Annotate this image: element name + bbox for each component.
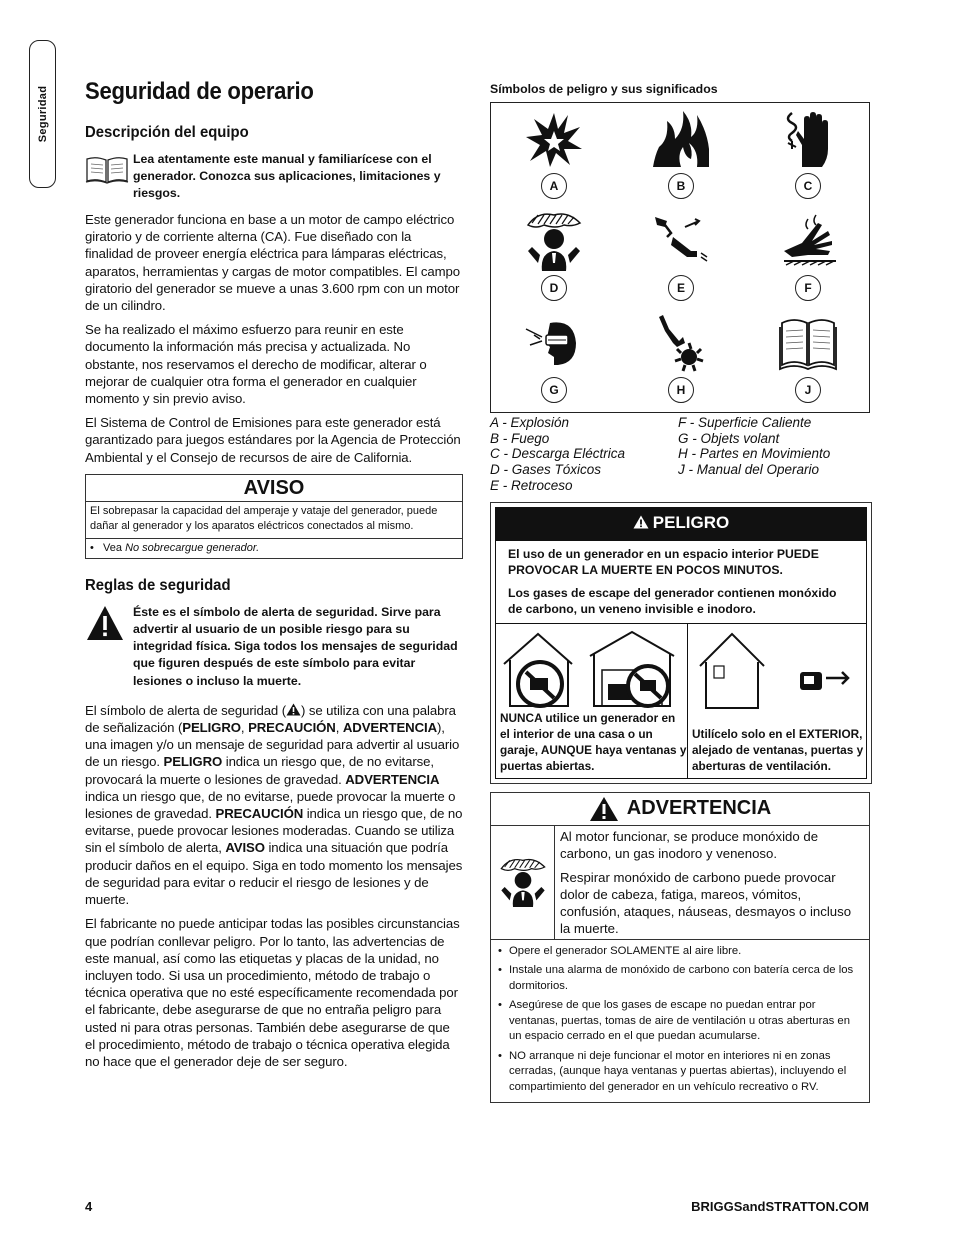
symbol-letter: B [668,173,694,199]
hot-surface-icon [778,211,838,271]
aviso-heading: AVISO [86,475,462,502]
side-tab [29,40,56,188]
safety-alert-notice [85,604,463,690]
list-item: • NO arranque ni deje funcionar el motor en interiores ni en zonas cerradas, (aunque haya ventanas y puertas abiertas), incluyendo el compartimiento del generador en un vehículo recreativo o RV. [496,1049,864,1096]
fire-icon [651,109,711,169]
outdoor-only-panel [688,624,866,778]
aviso-body: El sobrepasar la capacidad del amperaje y vataje del generador, puede dañar al generador y los aparatos eléctricos conectados al mismo. [86,502,462,539]
peligro-illustrations [496,623,866,778]
symbol-moving-parts [618,307,744,409]
symbol-letter: G [541,377,567,403]
symbol-letter: E [668,275,694,301]
symbol-hot-surface [745,205,871,307]
alert-icon [633,515,649,529]
page-title: Seguridad de operario [85,78,314,105]
symbols-title: Símbolos de peligro y sus significados [490,82,718,96]
peligro-heading: PELIGRO [496,508,866,541]
symbol-fire [618,103,744,205]
paragraph-manufacturer: El fabricante no puede anticipar todas las posibles circunstancias que podrían conllevar peligro. Por lo tanto, las advertencias de este manual, así como las etiquetas y placas de la unidad, no incluyen todo. Si usa un procedimiento, método de trabajo o técnica operativa que no esté específicamente recomendada por el fabricante, debe asegurarse de que no entraña peligro para usted ni para otras personas. También debe asegurarse de que el procedimiento, método de trabajo o técnica operativa elegida no hace que el generador deje de ser seguro. [85,916,460,1069]
safety-alert-text: Éste es el símbolo de alerta de seguridad. Sirve para advertir al usuario de un posible riesgo para su integridad física. Siga todos los mensajes de seguridad que figuren después de este símbolo para evitar lesiones o incluso la muerte. [133,604,458,688]
indoor-prohibited-panel [496,624,688,778]
footer-website: BRIGGSandSTRATTON.COM [691,1199,869,1214]
paragraph-accuracy: Se ha realizado el máximo esfuerzo para reunir en este documento la información más precisa y actualizada. No obstante, nos reservamos el derecho de modificar, alterar o mejorar de cualquier otra forma el generador en cualquier momento y sin previo aviso. [85,322,427,407]
symbols-legend [490,415,870,494]
moving-parts-icon [651,313,711,373]
section-heading-equipment: Descripción del equipo [85,124,249,141]
open-book-icon [85,155,129,185]
advertencia-paragraph-1: Al motor funcionar, se produce monóxido de carbono, un gas inodoro y venenoso. [560,828,819,861]
peligro-line-2: Los gases de escape del generador contienen monóxido de carbono, un veneno invisible e inodoro. [508,585,837,616]
aviso-box [85,474,463,559]
legend-column-1: A - Explosión B - Fuego C - Descarga Eléctrica D - Gases Tóxicos E - Retroceso [490,415,626,493]
advertencia-paragraph-2: Respirar monóxido de carbono puede provocar dolor de cabeza, fatiga, mareos, vómitos, confusión, ataques, náuseas, desmayos o incluso la muerte. [560,869,852,936]
symbol-kickback [618,205,744,307]
right-column [490,82,870,1103]
inline-alert-icon [286,703,301,716]
list-item: • Opere el generador SOLAMENTE al aire libre. [496,944,864,960]
symbol-letter: A [541,173,567,199]
symbol-explosion [491,103,617,205]
manual-notice [85,151,463,202]
symbol-letter: J [795,377,821,403]
advertencia-bullets [491,940,869,1103]
advertencia-heading: ADVERTENCIA [491,793,869,826]
house-outdoor-generator-icon [692,628,872,712]
peligro-line-1: El uso de un generador en un espacio interior PUEDE PROVOCAR LA MUERTE EN POCOS MINUTOS. [508,546,819,577]
list-item: • Asegúrese de que los gases de escape no puedan entrar por ventanas, puertas, tomas de aire de ventilación u otras aberturas en un espacio cerrado en el que puedan acumularse. [496,998,864,1045]
hazard-symbols-grid [490,102,870,413]
outdoor-only-caption: Utilícelo solo en el EXTERIOR, alejado de ventanas, puertas y aberturas de ventilación. [692,726,864,773]
paragraph-emissions: El Sistema de Control de Emisiones para este generador está garantizado para juegos estándares por la Agencia de Protección Ambiental y el Consejo de recursos de aire de California. [85,415,461,465]
symbol-letter: D [541,275,567,301]
symbol-manual [745,307,871,409]
advertencia-icon-cell [491,826,555,939]
manual-icon [778,313,838,373]
symbol-letter: H [668,377,694,403]
paragraph-signal-words: El símbolo de alerta de seguridad ( ) se utiliza con una palabra de señalización (PELIGRO, PRECAUCIÓN, ADVERTENCIA), una imagen y/o un mensaje de seguridad para advertir al usuario de un riesgo. PELIGRO indica un riesgo que, de no evitarse, provocará la muerte o lesiones de gravedad. ADVERTENCIA indica un riesgo que, de no evitarse, puede provocar la muerte o lesiones de gravedad. PRECAUCIÓN indica un riesgo que, de no evitarse, puede provocar lesiones moderadas. Cuando se utiliza sin el símbolo de alerta, AVISO indica una situación que podría producir daños en el equipo. Siga en todo momento los mensajes de seguridad para evitar o reducir el riesgo de lesiones y de muerte. [85,702,463,908]
advertencia-text [555,826,869,939]
page-number: 4 [85,1199,93,1214]
legend-column-2: F - Superficie Caliente G - Objets volant H - Partes en Movimiento J - Manual del Operario [678,415,831,478]
house-garage-prohibited-icon [498,628,686,712]
toxic-fumes-icon [524,211,584,271]
peligro-box [490,502,872,784]
paragraph-description: Este generador funciona en base a un motor de campo eléctrico giratorio y de corriente alterna (CA). Fue diseñado con la finalidad de proveer energía eléctrica para lámparas eléctricas, aparatos, herramientas y cargas de motor compatibles. El campo giratorio del generador se mueve a unas 3.600 rpm con un motor de un cilindro. [85,212,460,314]
section-heading-safety-rules: Reglas de seguridad [85,576,231,594]
aviso-bullet: • Vea No sobrecargue generador. [90,541,260,554]
left-column [85,78,463,1077]
list-item: • Instale una alarma de monóxido de carbono con batería cerca de los dormitorios. [496,963,864,994]
symbol-toxic-fumes [491,205,617,307]
eye-protection-icon [524,313,584,373]
kickback-icon [651,211,711,271]
electric-shock-icon [778,109,838,169]
alert-icon [589,796,619,822]
toxic-fumes-icon [498,857,548,907]
side-tab-label: Seguridad [36,85,49,143]
safety-alert-icon [85,604,131,644]
symbol-letter: F [795,275,821,301]
symbol-letter: C [795,173,821,199]
symbol-eye-protection [491,307,617,409]
notice-text: Lea atentamente este manual y familiarícese con el generador. Conozca sus aplicaciones, limitaciones y riesgos. [133,152,441,200]
indoor-prohibited-caption: NUNCA utilice un generador en el interior de una casa o un garaje, AUNQUE haya ventanas y puertas abiertas. [500,710,687,773]
explosion-icon [524,109,584,169]
advertencia-box [490,792,870,1104]
advertencia-body [491,826,869,940]
symbol-electric-shock [745,103,871,205]
